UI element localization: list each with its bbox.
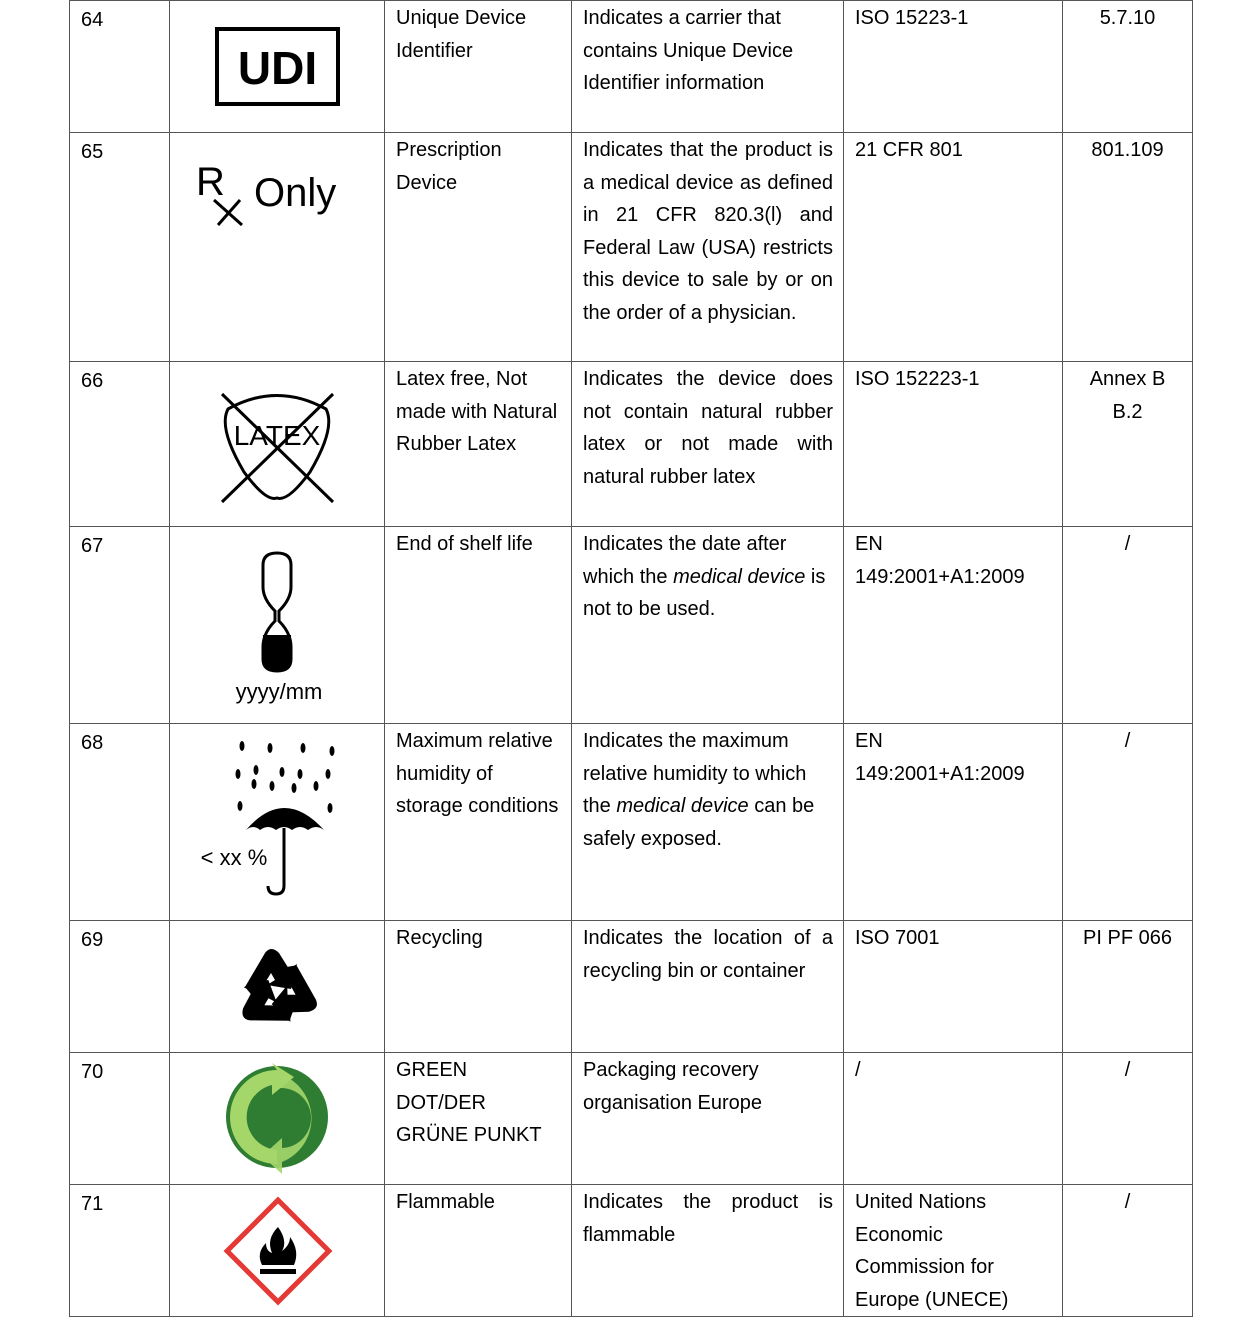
- symbol-description: Indicates the maximum relative humidity to which the medical device can be safely exposed.: [572, 724, 844, 921]
- svg-text:< xx %: < xx %: [200, 845, 268, 870]
- symbols-table: [69, 0, 1193, 1317]
- latex-free-icon: [170, 362, 385, 527]
- standard-reference: United Nations Economic Commission for Europe (UNECE): [844, 1185, 1063, 1317]
- symbol-description: Indicates the product is flammable: [572, 1185, 844, 1317]
- clause-reference: /: [1063, 724, 1193, 921]
- row-number: 70: [70, 1053, 170, 1185]
- symbol-title: Prescription Device: [385, 133, 572, 362]
- standard-reference: ISO 152223-1: [844, 362, 1063, 527]
- standard-reference: ISO 15223-1: [844, 1, 1063, 133]
- symbol-description: Indicates the date after which the medical device is not to be used.: [572, 527, 844, 724]
- clause-reference: /: [1063, 1053, 1193, 1185]
- standard-reference: EN 149:2001+A1:2009: [844, 527, 1063, 724]
- table-row: [70, 921, 1193, 1053]
- standard-reference: 21 CFR 801: [844, 133, 1063, 362]
- standard-reference: ISO 7001: [844, 921, 1063, 1053]
- symbol-title: Latex free, Not made with Natural Rubber Latex: [385, 362, 572, 527]
- row-number: 64: [70, 1, 170, 133]
- symbol-description: Indicates that the product is a medical device as defined in 21 CFR 820.3(l) and Federal Law (USA) restricts this device to sale by or on the order of a physician.: [572, 133, 844, 362]
- rx-only-icon: [170, 133, 385, 362]
- svg-text:UDI: UDI: [237, 42, 318, 94]
- row-number: 68: [70, 724, 170, 921]
- symbol-title: End of shelf life: [385, 527, 572, 724]
- symbol-title: Unique Device Identifier: [385, 1, 572, 133]
- recycling-icon: [170, 921, 385, 1053]
- clause-reference: 5.7.10: [1063, 1, 1193, 133]
- symbol-description: Indicates the device does not contain natural rubber latex or not made with natural rubber latex: [572, 362, 844, 527]
- standard-reference: EN 149:2001+A1:2009: [844, 724, 1063, 921]
- green-dot-icon: [170, 1053, 385, 1185]
- row-number: 66: [70, 362, 170, 527]
- svg-text:yyyy/mm: yyyy/mm: [235, 679, 323, 704]
- symbol-title: Flammable: [385, 1185, 572, 1317]
- symbol-description: Indicates a carrier that contains Unique Device Identifier information: [572, 1, 844, 133]
- clause-reference: PI PF 066: [1063, 921, 1193, 1053]
- clause-reference: Annex B B.2: [1063, 362, 1193, 527]
- symbol-description: Indicates the location of a recycling bin or container: [572, 921, 844, 1053]
- row-number: 71: [70, 1185, 170, 1317]
- table-row: [70, 362, 1193, 527]
- clause-reference: 801.109: [1063, 133, 1193, 362]
- table-row: [70, 1185, 1193, 1317]
- row-number: 67: [70, 527, 170, 724]
- umbrella-rain-icon: [170, 724, 385, 921]
- svg-text:R: R: [196, 160, 225, 204]
- clause-reference: /: [1063, 527, 1193, 724]
- svg-text:Only: Only: [254, 171, 337, 215]
- hourglass-icon: [170, 527, 385, 724]
- table-row: [70, 527, 1193, 724]
- table-row: [70, 1053, 1193, 1185]
- row-number: 65: [70, 133, 170, 362]
- standard-reference: /: [844, 1053, 1063, 1185]
- svg-text:LATEX: LATEX: [233, 420, 321, 451]
- table-row: [70, 133, 1193, 362]
- symbol-title: GREEN DOT/DER GRÜNE PUNKT: [385, 1053, 572, 1185]
- table-row: [70, 724, 1193, 921]
- table-row: [70, 1, 1193, 133]
- symbol-description: Packaging recovery organisation Europe: [572, 1053, 844, 1185]
- symbol-title: Recycling: [385, 921, 572, 1053]
- udi-icon: [170, 1, 385, 133]
- flammable-icon: [170, 1185, 385, 1317]
- symbol-title: Maximum relative humidity of storage conditions: [385, 724, 572, 921]
- clause-reference: /: [1063, 1185, 1193, 1317]
- row-number: 69: [70, 921, 170, 1053]
